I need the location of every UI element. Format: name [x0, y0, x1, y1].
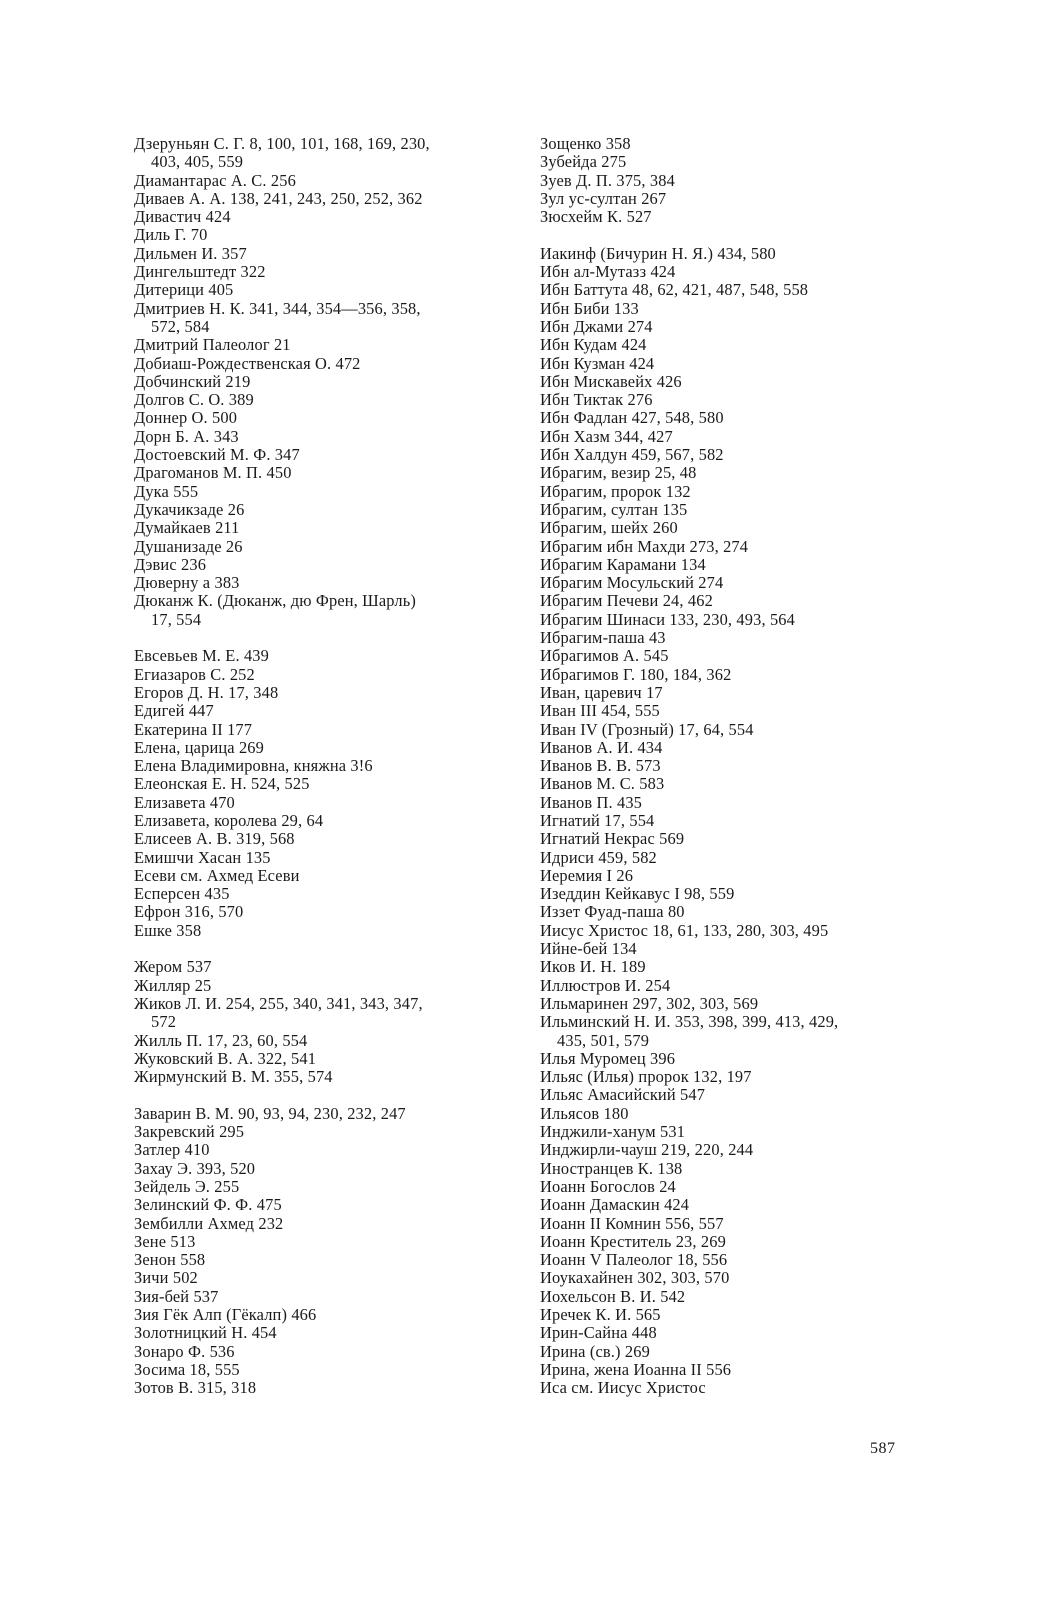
index-entry: Диамантарас А. С. 256: [134, 170, 296, 190]
index-entry: Инджили-ханум 531: [540, 1122, 686, 1142]
index-entry: Иакинф (Бичурин Н. Я.) 434, 580: [540, 243, 776, 263]
index-entry: Диль Г. 70: [134, 225, 208, 245]
index-entry: Дитерици 405: [134, 280, 234, 300]
index-entry: Зене 513: [134, 1231, 196, 1251]
index-entry: Ибн Тиктак 276: [540, 390, 653, 410]
index-entry: Дильмен И. 357: [134, 243, 247, 263]
index-entry: Иванов М. С. 583: [540, 774, 665, 794]
index-entry: Ирина, жена Иоанна II 556: [540, 1359, 732, 1379]
index-entry: Ильмаринен 297, 302, 303, 569: [540, 993, 759, 1013]
index-entry: Достоевский М. Ф. 347: [134, 445, 300, 465]
index-entry: Ибрагим, пророк 132: [540, 481, 691, 501]
index-entry: Ибн Халдун 459, 567, 582: [540, 445, 724, 465]
index-entry: Ирин-Сайна 448: [540, 1323, 657, 1343]
index-entry: Едигей 447: [134, 701, 214, 721]
index-entry: Ибрагимов А. 545: [540, 646, 669, 666]
index-entry: Зия-бей 537: [134, 1286, 219, 1306]
index-entry: Зонаро Ф. 536: [134, 1341, 235, 1361]
index-entry: Ибрагим ибн Махди 273, 274: [540, 536, 749, 556]
index-entry-continuation: 403, 405, 559: [151, 152, 244, 172]
index-entry: Дукачикзаде 26: [134, 499, 245, 519]
index-column-left: [134, 135, 524, 1397]
index-entry: Зосима 18, 555: [134, 1359, 240, 1379]
index-entry-continuation: 572, 584: [151, 316, 210, 336]
index-entry: Дорн Б. А. 343: [134, 426, 239, 446]
index-entry: Ибн ал-Мутазз 424: [540, 262, 676, 282]
index-entry: Иисус Христос 18, 61, 133, 280, 303, 495: [540, 920, 829, 940]
index-entry: Ибн Баттута 48, 62, 421, 487, 548, 558: [540, 280, 809, 300]
index-entry: Ибрагим, шейх 260: [540, 518, 678, 538]
index-entry: Иречек К. И. 565: [540, 1305, 661, 1324]
index-entry: Иззет Фуад-паша 80: [540, 902, 685, 922]
index-entry: Иллюстров И. 254: [540, 975, 671, 995]
letter-group-gap: [134, 629, 524, 647]
index-entry: Иванов А. И. 434: [540, 737, 663, 757]
index-entry: Ибн Джами 274: [540, 316, 653, 336]
index-entry: Затлер 410: [134, 1140, 210, 1160]
index-entry: Дзеруньян С. Г. 8, 100, 101, 168, 169, 230,: [134, 134, 430, 153]
index-entry: Ибрагим Шинаси 133, 230, 493, 564: [540, 609, 795, 629]
index-entry: Зейдель Э. 255: [134, 1176, 240, 1196]
index-entry: Иохельсон В. И. 542: [540, 1286, 686, 1306]
index-entry: Дюканж К. (Дюканж, дю Френ, Шарль): [134, 591, 416, 611]
index-entry: Инджирли-чауш 219, 220, 244: [540, 1140, 754, 1160]
index-entry: Иоанн Креститель 23, 269: [540, 1231, 726, 1251]
index-entry: Зия Гёк Алп (Гёкалп) 466: [134, 1305, 317, 1324]
index-entry: Ийне-бей 134: [540, 939, 637, 959]
index-entry: Долгов С. О. 389: [134, 390, 254, 410]
index-entry: Ибн Хазм 344, 427: [540, 426, 673, 446]
index-entry: Елисеев А. В. 319, 568: [134, 829, 295, 849]
index-entry: Дэвис 236: [134, 554, 207, 574]
index-entry: Дука 555: [134, 481, 199, 501]
index-entry: Иков И. Н. 189: [540, 957, 646, 977]
index-entry: Ибрагим, султан 135: [540, 499, 688, 519]
index-entry: Иванов П. 435: [540, 792, 643, 812]
index-entry: Иоанн Дамаскин 424: [540, 1195, 690, 1215]
index-entry: Захау Э. 393, 520: [134, 1158, 256, 1178]
index-entry: Ибн Фадлан 427, 548, 580: [540, 408, 724, 428]
index-entry: Зотов В. 315, 318: [134, 1378, 257, 1398]
letter-group-gap: [540, 226, 915, 244]
index-entry: Иеремия I 26: [540, 865, 634, 885]
index-entry: Иоанн Богослов 24: [540, 1176, 676, 1196]
index-entry: Ибрагим-паша 43: [540, 628, 666, 648]
index-entry: Ибрагим Карамани 134: [540, 554, 706, 574]
index-entry: Ешке 358: [134, 920, 202, 940]
index-entry: Илья Муромец 396: [540, 1048, 676, 1068]
index-entry-continuation: 435, 501, 579: [557, 1030, 650, 1050]
index-entry: Изеддин Кейкавус I 98, 559: [540, 884, 735, 904]
index-entry: Ильяс (Илья) пророк 132, 197: [540, 1067, 752, 1087]
letter-group-gap: [134, 940, 524, 958]
index-entry: Зичи 502: [134, 1268, 198, 1288]
index-entry: Идриси 459, 582: [540, 847, 657, 867]
index-entry: Жилль П. 17, 23, 60, 554: [134, 1030, 308, 1050]
index-entry: Егиазаров С. 252: [134, 664, 255, 684]
index-entry: Иностранцев К. 138: [540, 1158, 683, 1178]
index-entry-continuation: 572: [151, 1012, 177, 1032]
index-entry: Жилляр 25: [134, 975, 212, 995]
index-entry: Жером 537: [134, 957, 212, 977]
index-entry: Доннер О. 500: [134, 408, 238, 428]
index-entry: Диваев А. А. 138, 241, 243, 250, 252, 362: [134, 188, 423, 208]
index-entry: Иоанн II Комнин 556, 557: [540, 1213, 724, 1233]
index-entry: Зембилли Ахмед 232: [134, 1213, 284, 1233]
index-entry: Евсевьев М. Е. 439: [134, 646, 269, 666]
index-entry: Зелинский Ф. Ф. 475: [134, 1195, 282, 1215]
index-entry: Думайкаев 211: [134, 518, 240, 538]
index-entry: Добиаш-Рождественская О. 472: [134, 353, 361, 373]
index-entry: Иван, царевич 17: [540, 682, 663, 702]
index-entry: Ильяс Амасийский 547: [540, 1085, 706, 1105]
index-entry: Заварин В. М. 90, 93, 94, 230, 232, 247: [134, 1103, 406, 1123]
index-entry: Дмитриев Н. К. 341, 344, 354—356, 358,: [134, 298, 421, 318]
index-entry: Зенон 558: [134, 1250, 206, 1270]
index-entry: Игнатий 17, 554: [540, 810, 655, 830]
index-entry: Зощенко 358: [540, 134, 631, 153]
index-entry: Дингельштедт 322: [134, 262, 266, 282]
index-entry: Ибрагимов Г. 180, 184, 362: [540, 664, 732, 684]
index-entry: Елена, царица 269: [134, 737, 265, 757]
index-entry: Добчинский 219: [134, 371, 251, 391]
index-entry: Зуев Д. П. 375, 384: [540, 170, 675, 190]
index-entry: Ибн Кудам 424: [540, 335, 647, 355]
index-entry: Дивастич 424: [134, 207, 231, 227]
index-entry: Есперсен 435: [134, 884, 230, 904]
index-entry: Есеви см. Ахмед Есеви: [134, 865, 300, 885]
index-entry: Ибрагим, везир 25, 48: [540, 463, 697, 483]
index-entry: Жирмунский В. М. 355, 574: [134, 1067, 333, 1087]
index-entry: Ибн Биби 133: [540, 298, 639, 318]
index-entry: Иоукахайнен 302, 303, 570: [540, 1268, 730, 1288]
index-entry: Ефрон 316, 570: [134, 902, 244, 922]
index-entry: Елизавета 470: [134, 792, 235, 812]
index-entry: Егоров Д. Н. 17, 348: [134, 682, 279, 702]
index-entry: Ибн Кузман 424: [540, 353, 655, 373]
index-entry: Душанизаде 26: [134, 536, 243, 556]
index-entry: Драгоманов М. П. 450: [134, 463, 292, 483]
index-entry: Елизавета, королева 29, 64: [134, 810, 324, 830]
index-entry: Иоанн V Палеолог 18, 556: [540, 1250, 728, 1270]
index-entry: Дюверну а 383: [134, 573, 240, 593]
index-entry: Ильясов 180: [540, 1103, 629, 1123]
index-entry: Зул ус-султан 267: [540, 188, 667, 208]
index-entry: Ирина (св.) 269: [540, 1341, 650, 1361]
index-entry: Ильминский Н. И. 353, 398, 399, 413, 429,: [540, 1012, 839, 1032]
index-entry: Золотницкий Н. 454: [134, 1323, 277, 1343]
index-entry: Елеонская Е. Н. 524, 525: [134, 774, 310, 794]
index-entry: Ибрагим Печеви 24, 462: [540, 591, 713, 611]
index-entry: Ибн Мискавейх 426: [540, 371, 682, 391]
index-entry: Екатерина II 177: [134, 719, 253, 739]
index-entry: Иван IV (Грозный) 17, 64, 554: [540, 719, 754, 739]
page-number: 587: [870, 1440, 896, 1457]
index-entry: Жиков Л. И. 254, 255, 340, 341, 343, 347,: [134, 993, 423, 1013]
letter-group-gap: [134, 1086, 524, 1104]
index-column-right: [540, 135, 915, 1397]
index-entry: Жуковский В. А. 322, 541: [134, 1048, 317, 1068]
index-entry: Зубейда 275: [540, 152, 627, 172]
index-entry: Игнатий Некрас 569: [540, 829, 685, 849]
index-entry: Зюсхейм К. 527: [540, 207, 652, 227]
index-entry: Закревский 295: [134, 1122, 245, 1142]
index-entry: Дмитрий Палеолог 21: [134, 335, 291, 355]
index-entry-continuation: 17, 554: [151, 609, 202, 629]
index-entry: Иса см. Иисус Христос: [540, 1378, 706, 1398]
index-entry: Ибрагим Мосульский 274: [540, 573, 724, 593]
index-entry: Иван III 454, 555: [540, 701, 660, 721]
index-entry: Елена Владимировна, княжна 3!6: [134, 756, 373, 776]
index-entry: Емишчи Хасан 135: [134, 847, 271, 867]
index-entry: Иванов В. В. 573: [540, 756, 661, 776]
